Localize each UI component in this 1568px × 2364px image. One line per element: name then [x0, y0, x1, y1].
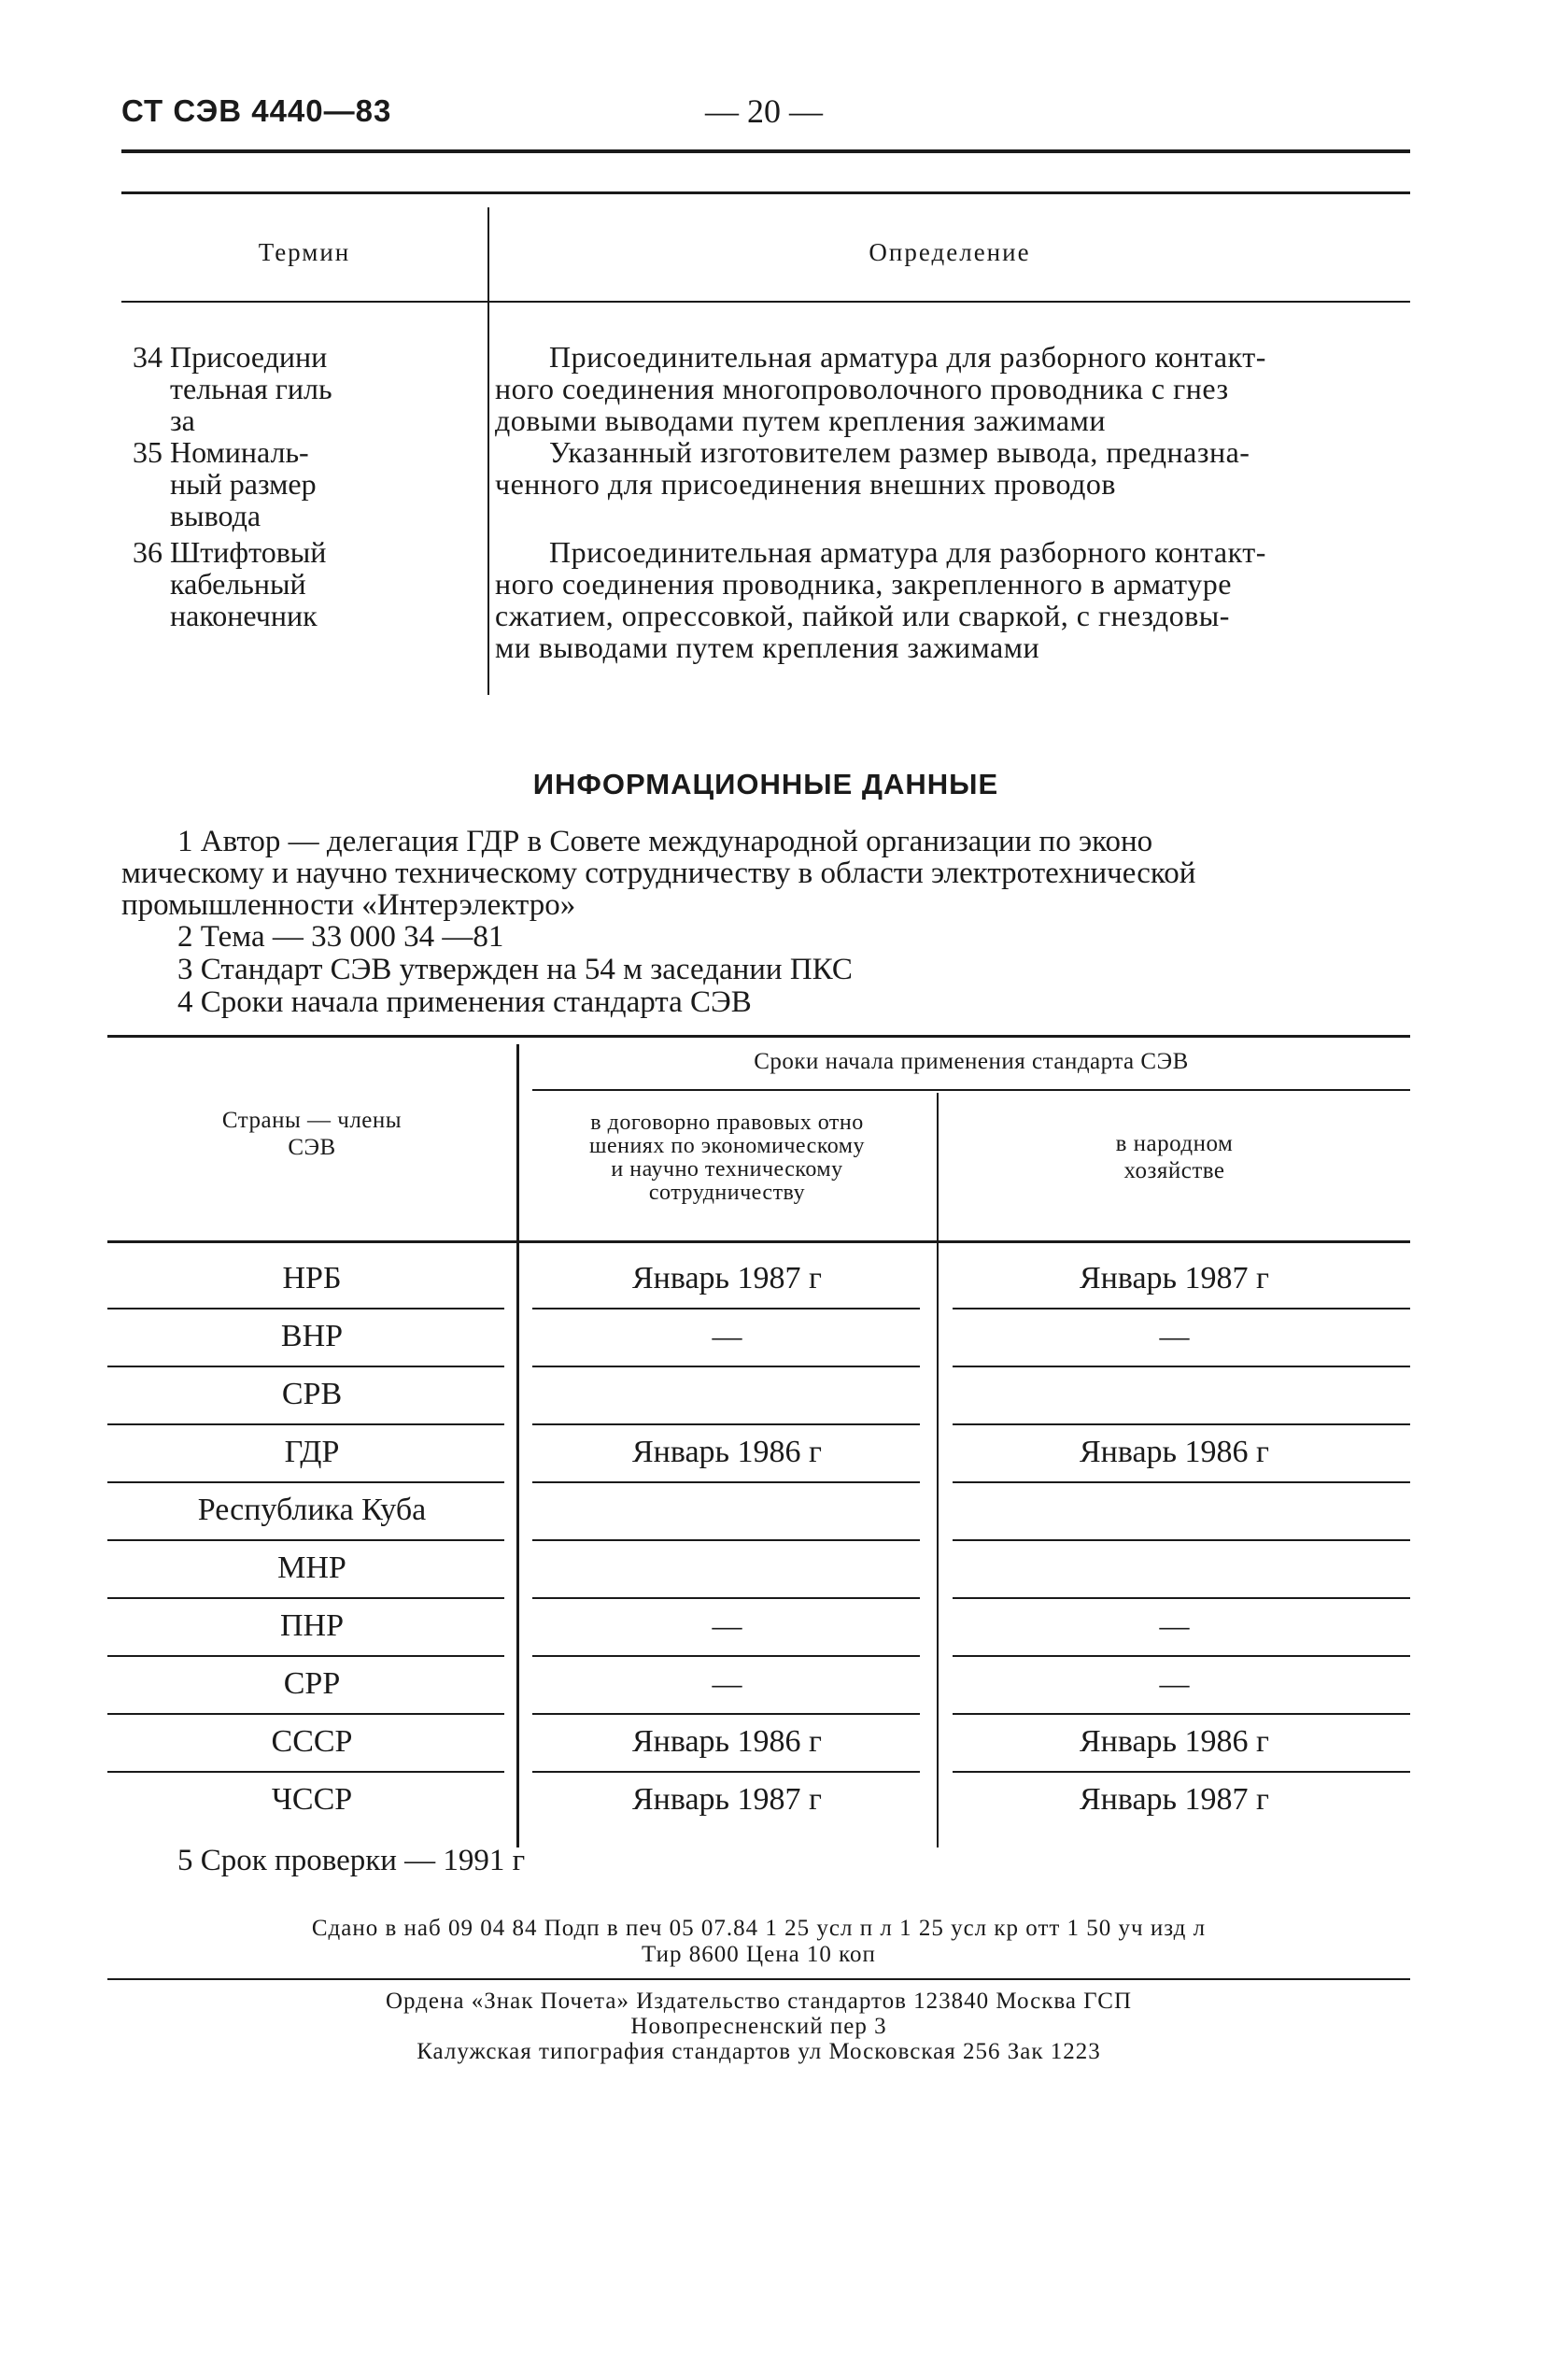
- date-contract-cell: Январь 1987 г: [631, 1782, 823, 1817]
- terms-header-rule: [121, 301, 1410, 303]
- row-rule: [107, 1481, 504, 1483]
- imprint-line-1: Сдано в наб 09 04 84 Подп в печ 05 07.84 1 25 усл п л 1 25 усл кр отт 1 50 уч изд л: [311, 1916, 1207, 1941]
- info-item-2: 2 Тема — 33 000 34 —81: [177, 920, 504, 954]
- imprint-rule: [107, 1978, 1410, 1980]
- terms-col-definition-header: Определение: [869, 238, 1031, 266]
- imprint-line-5: Калужская типография стандартов ул Московская 256 Зак 1223: [417, 2039, 1101, 2064]
- country-cell: СРВ: [281, 1377, 343, 1411]
- countries-table-top-rule: [107, 1035, 1410, 1038]
- row-rule: [532, 1771, 920, 1773]
- row-rule: [107, 1366, 504, 1367]
- term-34: 34 Присоедини тельная гиль за: [133, 340, 332, 437]
- row-rule: [532, 1597, 920, 1599]
- country-cell: ГДР: [284, 1435, 340, 1469]
- date-economy-cell: Январь 1987 г: [1079, 1261, 1270, 1295]
- row-rule: [532, 1713, 920, 1715]
- col-country-header: Страны — члены СЭВ: [221, 1108, 403, 1160]
- info-item-4: 4 Сроки начала применения стандарта СЭВ: [177, 985, 752, 1019]
- date-contract-cell: —: [712, 1666, 742, 1700]
- country-cell: Республика Куба: [197, 1493, 427, 1527]
- country-cell: ПНР: [279, 1608, 345, 1643]
- term-35: 35 Номиналь- ный размер вывода: [133, 435, 317, 532]
- row-rule: [532, 1655, 920, 1657]
- col-b-header: в народном хозяйстве: [1115, 1131, 1234, 1183]
- row-rule: [953, 1481, 1410, 1483]
- col-a-header: в договорно правовых отно шениях по экономическому и научно техническому сотрудничеству: [588, 1111, 865, 1205]
- row-rule: [953, 1771, 1410, 1773]
- row-rule: [953, 1655, 1410, 1657]
- row-rule: [953, 1423, 1410, 1425]
- date-economy-cell: —: [1159, 1319, 1190, 1352]
- country-cell: МНР: [277, 1550, 346, 1585]
- row-rule: [532, 1539, 920, 1541]
- date-contract-cell: —: [712, 1608, 742, 1642]
- page-number: — 20 —: [705, 92, 823, 130]
- date-contract-cell: Январь 1986 г: [631, 1435, 823, 1469]
- definition-35: Указанный изготовителем размер вывода, предназна- ченного для присоединения внешних проводов: [495, 435, 1250, 501]
- countries-header-rule: [107, 1240, 1410, 1243]
- info-item-3: 3 Стандарт СЭВ утвержден на 54 м заседании ПКС: [177, 953, 853, 986]
- date-contract-cell: —: [712, 1319, 742, 1352]
- info-item-5: 5 Срок проверки — 1991 г: [177, 1844, 526, 1877]
- row-rule: [953, 1713, 1410, 1715]
- info-item-1: 1 Автор — делегация ГДР в Совете международной организации по эконо мическому и научно техническому сотрудничеству в области электротехнической промышленности «Интерэлектро»: [121, 825, 1196, 922]
- date-economy-cell: Январь 1986 г: [1079, 1435, 1270, 1469]
- document-id: СТ СЭВ 4440—83: [121, 93, 392, 128]
- row-rule: [953, 1539, 1410, 1541]
- country-cell: СССР: [271, 1724, 353, 1759]
- definition-34: Присоединительная арматура для разборного контакт- ного соединения многопроволочного проводника с гнез довыми выводами путем крепления зажимами: [495, 340, 1266, 437]
- imprint-line-4: Новопресненский пер 3: [630, 2014, 887, 2039]
- date-economy-cell: —: [1159, 1608, 1190, 1642]
- row-rule: [107, 1539, 504, 1541]
- row-rule: [107, 1423, 504, 1425]
- country-cell: ЧССР: [271, 1782, 353, 1817]
- date-economy-cell: Январь 1987 г: [1079, 1782, 1270, 1817]
- terms-table-top-rule: [121, 191, 1410, 194]
- terms-table-divider: [487, 207, 489, 695]
- row-rule: [107, 1713, 504, 1715]
- country-cell: НРБ: [282, 1261, 342, 1295]
- country-cell: СРР: [283, 1666, 341, 1701]
- row-rule: [107, 1597, 504, 1599]
- date-contract-cell: Январь 1986 г: [631, 1724, 823, 1759]
- row-rule: [953, 1597, 1410, 1599]
- country-cell: ВНР: [280, 1319, 344, 1353]
- row-rule: [532, 1308, 920, 1309]
- section-title: ИНФОРМАЦИОННЫЕ ДАННЫЕ: [532, 768, 999, 800]
- row-rule: [953, 1366, 1410, 1367]
- header-rule: [121, 149, 1410, 153]
- term-36: 36 Штифтовый кабельный наконечник: [133, 535, 327, 632]
- imprint-line-2: Тир 8600 Цена 10 коп: [642, 1942, 876, 1967]
- date-economy-cell: —: [1159, 1666, 1190, 1700]
- row-rule: [532, 1423, 920, 1425]
- row-rule: [532, 1366, 920, 1367]
- row-rule: [953, 1308, 1410, 1309]
- date-contract-cell: Январь 1987 г: [631, 1261, 823, 1295]
- terms-col-term-header: Термин: [258, 238, 351, 266]
- group-header-rule: [532, 1089, 1410, 1091]
- date-economy-cell: Январь 1986 г: [1079, 1724, 1270, 1759]
- row-rule: [107, 1308, 504, 1309]
- row-rule: [107, 1655, 504, 1657]
- row-rule: [107, 1771, 504, 1773]
- col-group-header: Сроки начала применения стандарта СЭВ: [754, 1049, 1189, 1074]
- row-rule: [532, 1481, 920, 1483]
- imprint-line-3: Ордена «Знак Почета» Издательство стандартов 123840 Москва ГСП: [385, 1989, 1133, 2014]
- definition-36: Присоединительная арматура для разборного контакт- ного соединения проводника, закрепленного в арматуре сжатием, опрессовкой, пайкой или сваркой, с гнездовы- ми выводами путем крепления зажимами: [495, 535, 1266, 664]
